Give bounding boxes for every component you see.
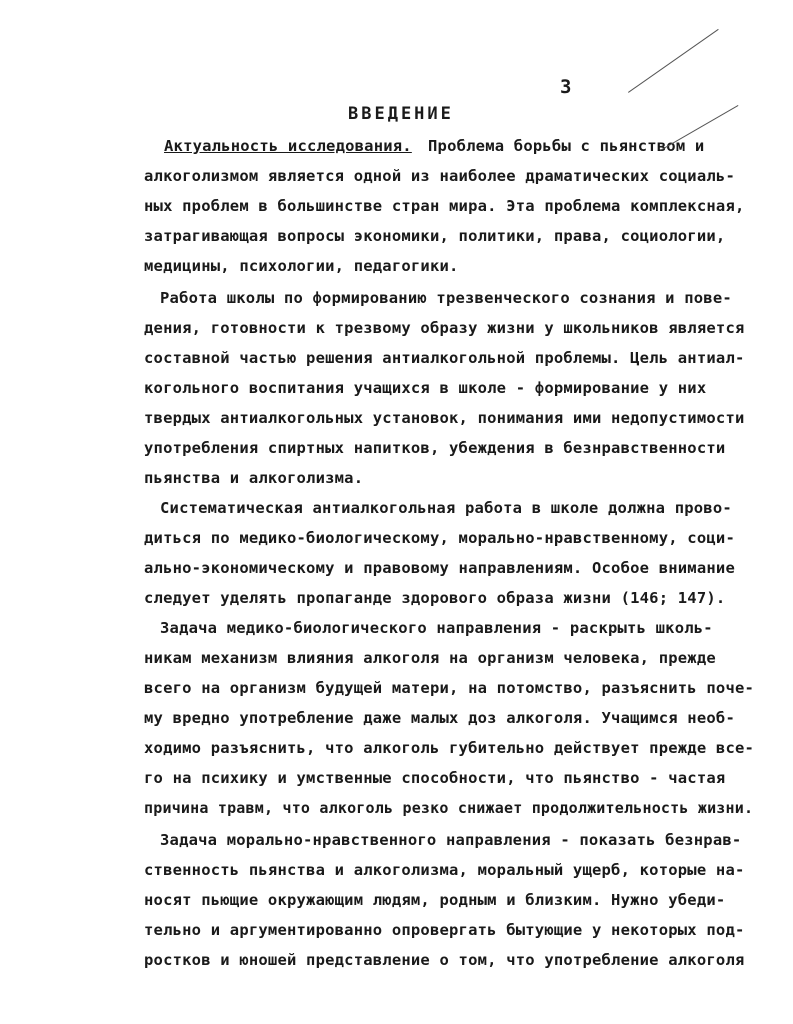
lead-label: Актуальность исследования. [164, 137, 412, 155]
text-line: следует уделять пропаганде здорового образа жизни (146; 147). [144, 589, 726, 607]
text-line: Систематическая антиалкогольная работа в школе должна прово- [160, 499, 732, 517]
text-line: Задача медико-биологического направления - раскрыть школь- [160, 619, 713, 637]
text-line: когольного воспитания учащихся в школе - формирование у них [144, 379, 707, 397]
page-number: 3 [560, 76, 572, 98]
text-line: твердых антиалкогольных установок, понимания ими недопустимости [144, 409, 745, 427]
text-line: Работа школы по формированию трезвенческого сознания и пове- [160, 289, 732, 307]
text-line: никам механизм влияния алкоголя на организм человека, прежде [144, 649, 716, 667]
text-line: употребления спиртных напитков, убеждения в безнравственности [144, 439, 726, 457]
text-line: затрагивающая вопросы экономики, политики, права, социологии, [144, 227, 726, 245]
text-line: дения, готовности к трезвому образу жизни у школьников является [144, 319, 745, 337]
text-line: медицины, психологии, педагогики. [144, 257, 459, 275]
text-line: тельно и аргументированно опровергать бытующие у некоторых под- [144, 921, 745, 939]
text-line: причина травм, что алкоголь резко снижает продолжительность жизни. [144, 799, 754, 817]
text-line: пьянства и алкоголизма. [144, 469, 364, 487]
text-line: Задача морально-нравственного направления - показать безнрав- [160, 831, 742, 849]
text-line: го на психику и умственные способности, что пьянство - частая [144, 769, 726, 787]
text-line: диться по медико-биологическому, морально-нравственному, соци- [144, 529, 735, 547]
text-line: носят пьющие окружающим людям, родным и близким. Нужно убеди- [144, 891, 726, 909]
text-line: ростков и юношей представление о том, что употребление алкоголя [144, 951, 745, 969]
text-line: му вредно употребление даже малых доз алкоголя. Учащимся необ- [144, 709, 735, 727]
text-line: ходимо разъяснить, что алкоголь губительно действует прежде все- [144, 739, 755, 757]
text-line: ных проблем в большинстве стран мира. Эта проблема комплексная, [144, 197, 745, 215]
pen-stroke [628, 29, 719, 94]
text-line: всего на организм будущей матери, на потомство, разъяснить поче- [144, 679, 755, 697]
text-line: Проблема борьбы с пьянством и [428, 137, 705, 155]
text-line: ственность пьянства и алкоголизма, моральный ущерб, которые на- [144, 861, 745, 879]
text-line: составной частью решения антиалкогольной проблемы. Цель антиал- [144, 349, 745, 367]
section-heading: ВВЕДЕНИЕ [348, 104, 454, 124]
text-line: ально-экономическому и правовому направлениям. Особое внимание [144, 559, 735, 577]
text-line: алкоголизмом является одной из наиболее драматических социаль- [144, 167, 735, 185]
